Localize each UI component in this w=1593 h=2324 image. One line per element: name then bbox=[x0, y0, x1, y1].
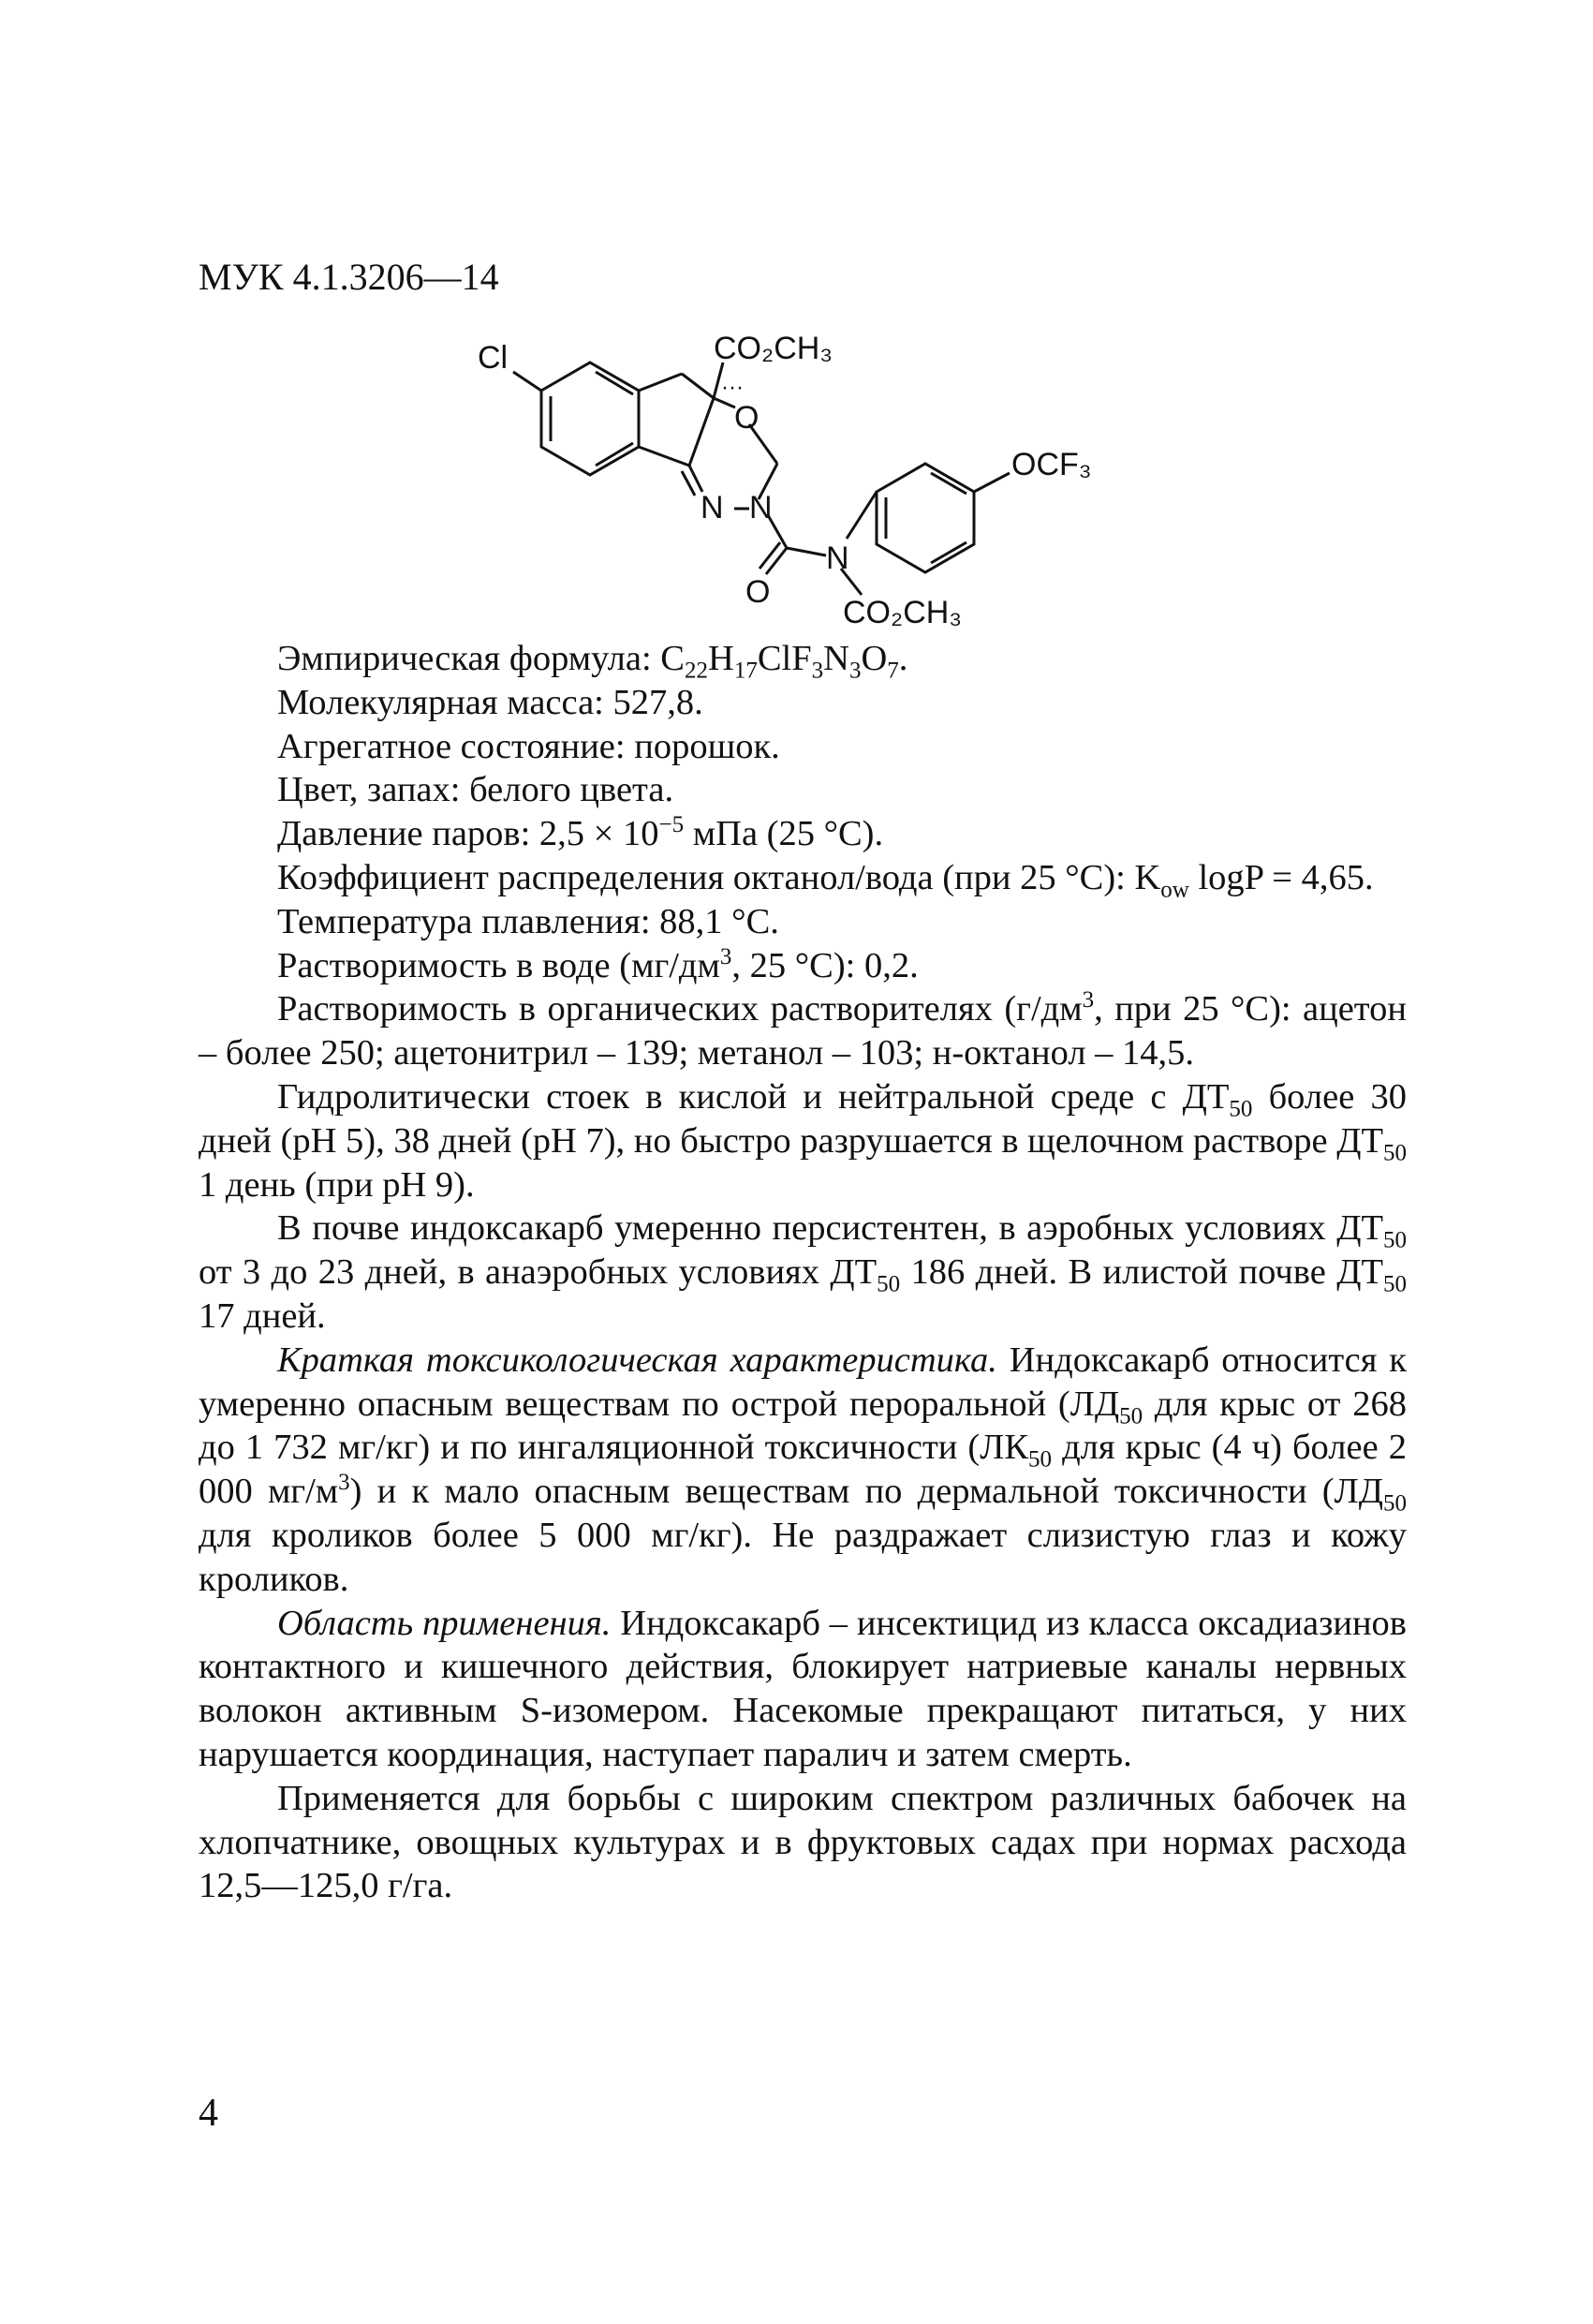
p4-sup: 3 bbox=[338, 1470, 350, 1496]
atom-n2: N bbox=[749, 490, 773, 525]
paragraph-application-area bbox=[199, 1602, 1407, 1777]
color-odor: Цвет, запах: белого цвета. bbox=[277, 770, 674, 810]
p3-c: 186 дней. В илистой почве ДТ bbox=[900, 1252, 1383, 1293]
paragraph-soil bbox=[199, 1206, 1407, 1338]
formula-c-count: 22 bbox=[684, 658, 708, 684]
formula-end: . bbox=[898, 639, 908, 678]
paragraph-organic-solubility bbox=[199, 987, 1407, 1075]
p4-sub3: 50 bbox=[1382, 1490, 1407, 1517]
water-sol-suffix: , 25 °C): 0,2. bbox=[731, 945, 919, 985]
p2-a: Гидролитически стоек в кислой и нейтральной среде с ДТ bbox=[277, 1076, 1230, 1117]
vapor-exponent: −5 bbox=[658, 812, 685, 838]
properties-block bbox=[199, 637, 1407, 1908]
p4-sub2: 50 bbox=[1028, 1447, 1053, 1473]
atom-ocf3: OCF₃ bbox=[1011, 447, 1092, 482]
p2-sub2: 50 bbox=[1382, 1140, 1407, 1166]
formula-line bbox=[199, 637, 1407, 684]
paragraph-usage bbox=[199, 1777, 1407, 1908]
p2-c: 1 день (при pH 9). bbox=[199, 1164, 475, 1205]
formula-n-count: 3 bbox=[848, 658, 862, 684]
p4-c: для крыс (4 ч) более 2 000 мг/м bbox=[199, 1428, 1407, 1512]
p3-d: 17 дней. bbox=[199, 1295, 326, 1336]
formula-h: H bbox=[708, 639, 734, 678]
atom-n1: N bbox=[701, 490, 724, 525]
p4-d: ) и к мало опасным веществам по дермальной токсичности (ЛД bbox=[349, 1472, 1383, 1512]
atom-o-ring: O bbox=[734, 400, 760, 436]
partition-coefficient bbox=[199, 856, 1407, 903]
p1-b: , при 25 °C): ацетон – более 250; ацетонитрил – 139; метанол – 103; н-октанол – 14,5. bbox=[199, 989, 1407, 1073]
melting-point: Температура плавления: 88,1 °C. bbox=[277, 901, 779, 941]
formula-f-count: 3 bbox=[811, 658, 824, 684]
kow-prefix: Коэффициент распределения октанол/вода (при 25 °C): K bbox=[277, 857, 1161, 897]
p2-sub1: 50 bbox=[1229, 1096, 1253, 1122]
document-code: МУК 4.1.3206—14 bbox=[199, 256, 499, 298]
water-sol-prefix: Растворимость в воде (мг/дм bbox=[277, 945, 720, 985]
water-sol-sup: 3 bbox=[719, 943, 732, 970]
p5-a: Индоксакарб – инсектицид из класса оксадиазинов контактного и кишечного действия, блокирует натриевые каналы нервных волокон активным S-изомером. Насекомые прекращают питаться, у них нарушается координация, наступает паралич и затем смерть. bbox=[199, 1603, 1407, 1774]
p6-a: Применяется для борьбы с широким спектром различных бабочек на хлопчатнике, овощных культурах и в фруктовых садах при нормах расхода 12,5—125,0 г/га. bbox=[199, 1778, 1407, 1906]
p4-sub1: 50 bbox=[1119, 1403, 1143, 1429]
formula-o: O bbox=[861, 639, 888, 678]
p4-e: для кроликов более 5 000 мг/кг). Не раздражает слизистую глаз и кожу кроликов. bbox=[199, 1515, 1407, 1599]
formula-h-count: 17 bbox=[733, 658, 758, 684]
kow-suffix: logP = 4,65. bbox=[1188, 857, 1374, 897]
water-solubility bbox=[199, 944, 1407, 988]
p3-sub2: 50 bbox=[877, 1271, 901, 1297]
formula-label: Эмпирическая формула: bbox=[277, 639, 661, 678]
formula-c: C bbox=[660, 639, 685, 678]
p4-heading: Краткая токсикологическая характеристика. bbox=[277, 1340, 997, 1380]
formula-o-count: 7 bbox=[887, 658, 899, 684]
p2-b: более 30 дней (pH 5), 38 дней (pH 7), но быстро разрушается в щелочном растворе ДТ bbox=[199, 1076, 1407, 1161]
vapor-prefix: Давление паров: 2,5 × 10 bbox=[277, 814, 659, 854]
p5-heading: Область применения. bbox=[277, 1603, 612, 1643]
formula-n: N bbox=[823, 639, 849, 678]
vapor-suffix: мПа (25 °C). bbox=[684, 814, 884, 854]
paragraph-hydrolysis bbox=[199, 1075, 1407, 1206]
atom-n3: N bbox=[826, 540, 849, 576]
atom-cl: Cl bbox=[478, 340, 509, 376]
page-number: 4 bbox=[199, 2092, 218, 2135]
p3-b: от 3 до 23 дней, в анаэробных условиях ДТ bbox=[199, 1252, 878, 1293]
p1-sup: 3 bbox=[1082, 987, 1095, 1014]
atom-o-carbonyl: O bbox=[745, 574, 771, 610]
stereo-mark: ··· bbox=[721, 375, 744, 400]
p3-sub1: 50 bbox=[1382, 1228, 1407, 1254]
aggregate-state: Агрегатное состояние: порошок. bbox=[277, 726, 780, 766]
p1-a: Растворимость в органических растворителях (г/дм bbox=[277, 989, 1083, 1029]
molecule-bonds bbox=[513, 363, 1010, 595]
p3-a: В почве индоксакарб умеренно персистентен, в аэробных условиях ДТ bbox=[277, 1208, 1383, 1249]
structural-formula bbox=[468, 323, 1143, 642]
atom-co2ch3-bottom: CO₂CH₃ bbox=[843, 595, 963, 630]
p4-a: Индоксакарб относится к умеренно опасным веществам по острой пероральной (ЛД bbox=[199, 1340, 1407, 1424]
p3-sub3: 50 bbox=[1382, 1271, 1407, 1297]
kow-subscript: ow bbox=[1160, 877, 1189, 903]
paragraph-toxicology bbox=[199, 1339, 1407, 1602]
atom-co2ch3-top: CO₂CH₃ bbox=[714, 331, 833, 366]
vapor-pressure bbox=[199, 812, 1407, 856]
molecular-mass: Молекулярная масса: 527,8. bbox=[277, 682, 703, 722]
p4-b: для крыс от 268 до 1 732 мг/кг) и по ингаляционной токсичности (ЛК bbox=[199, 1384, 1407, 1468]
formula-clf: ClF bbox=[757, 639, 812, 678]
